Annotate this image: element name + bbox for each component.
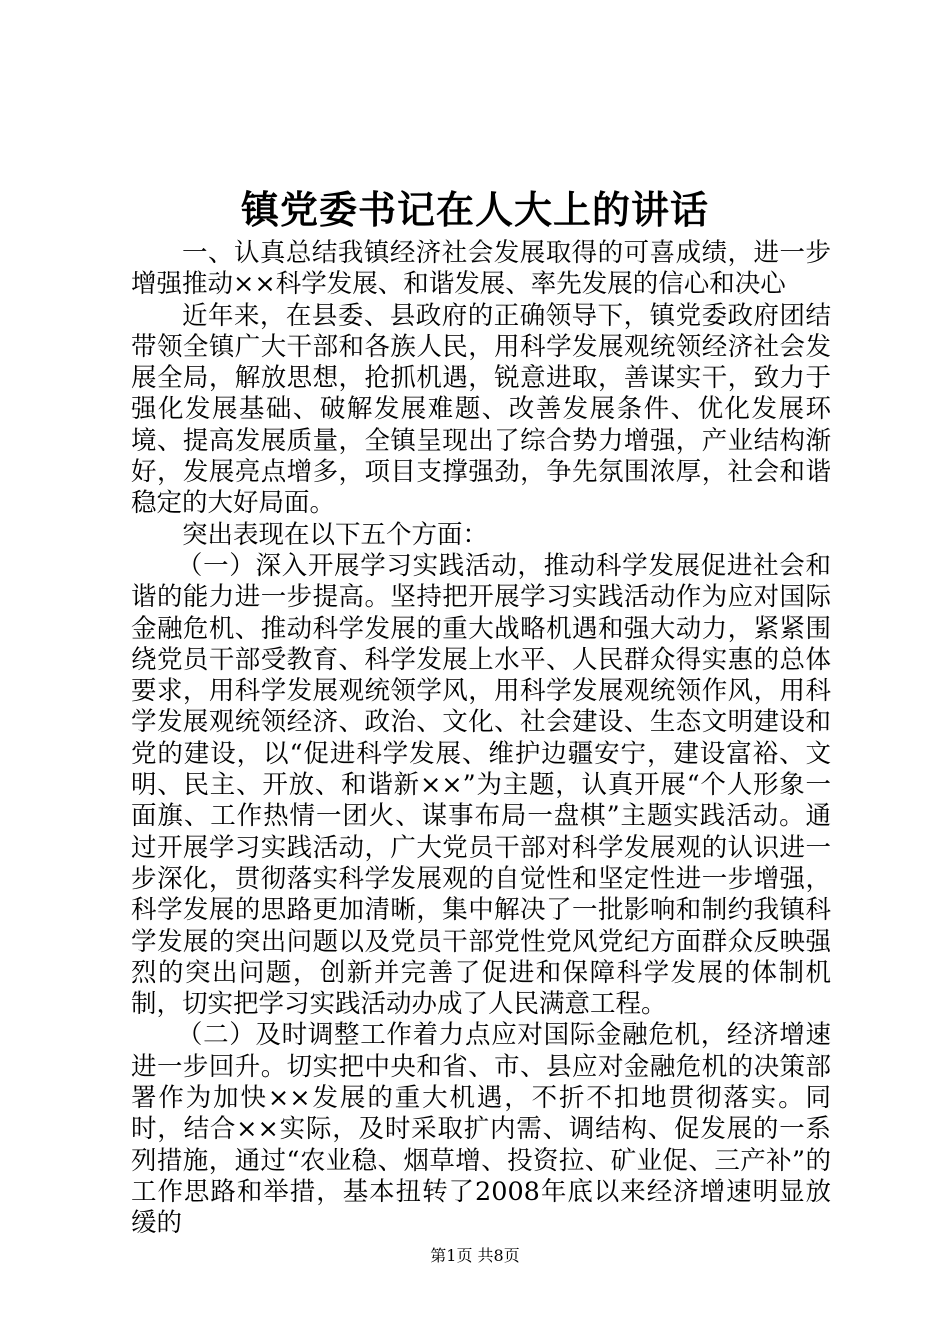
section-heading-paragraph: 一、认真总结我镇经济社会发展取得的可喜成绩，进一步增强推动××科学发展、和谐发展、率先发展的信心和决心 (131, 238, 831, 300)
point-one-paragraph: （一）深入开展学习实践活动，推动科学发展促进社会和谐的能力进一步提高。坚持把开展学习实践活动作为应对国际金融危机、推动科学发展的重大战略机遇和强大动力，紧紧围绕党员干部受教育、科学发展上水平、人民群众得实惠的总体要求，用科学发展观统领学风，用科学发展观统领作风，用科学发展观统领经济、政治、文化、社会建设、生态文明建设和党的建设，以“促进科学发展、维护边疆安宁，建设富裕、文明、民主、开放、和谐新××”为主题，认真开展“个人形象一面旗、工作热情一团火、谋事布局一盘棋”主题实践活动。通过开展学习实践活动，广大党员干部对科学发展观的认识进一步深化，贯彻落实科学发展观的自觉性和坚定性进一步增强，科学发展的思路更加清晰，集中解决了一批影响和制约我镇科学发展的突出问题以及党员干部党性党风党纪方面群众反映强烈的突出问题，创新并完善了促进和保障科学发展的体制机制，切实把学习实践活动办成了人民满意工程。 (131, 550, 831, 1020)
point-two-paragraph: （二）及时调整工作着力点应对国际金融危机，经济增速进一步回升。切实把中央和省、市、县应对金融危机的决策部署作为加快××发展的重大机遇，不折不扣地贯彻落实。同时，结合××实际，及时采取扩内需、调结构、促发展的一系列措施，通过“农业稳、烟草增、投资拉、矿业促、三产补”的工作思路和举措，基本扭转了2008年底以来经济增速明显放缓的 (131, 1020, 831, 1239)
document-title: 镇党委书记在人大上的讲话 (240, 187, 709, 232)
summary-paragraph: 突出表现在以下五个方面： (182, 519, 489, 550)
page-number-footer: 第1页 共8页 (430, 1246, 520, 1265)
intro-paragraph: 近年来，在县委、县政府的正确领导下，镇党委政府团结带领全镇广大干部和各族人民，用科学发展观统领经济社会发展全局，解放思想，抢抓机遇，锐意进取，善谋实干，致力于强化发展基础、破解发展难题、改善发展条件、优化发展环境、提高发展质量，全镇呈现出了综合势力增强，产业结构渐好，发展亮点增多，项目支撑强劲，争先氛围浓厚，社会和谐稳定的大好局面。 (131, 300, 831, 519)
document-body (131, 238, 831, 1240)
